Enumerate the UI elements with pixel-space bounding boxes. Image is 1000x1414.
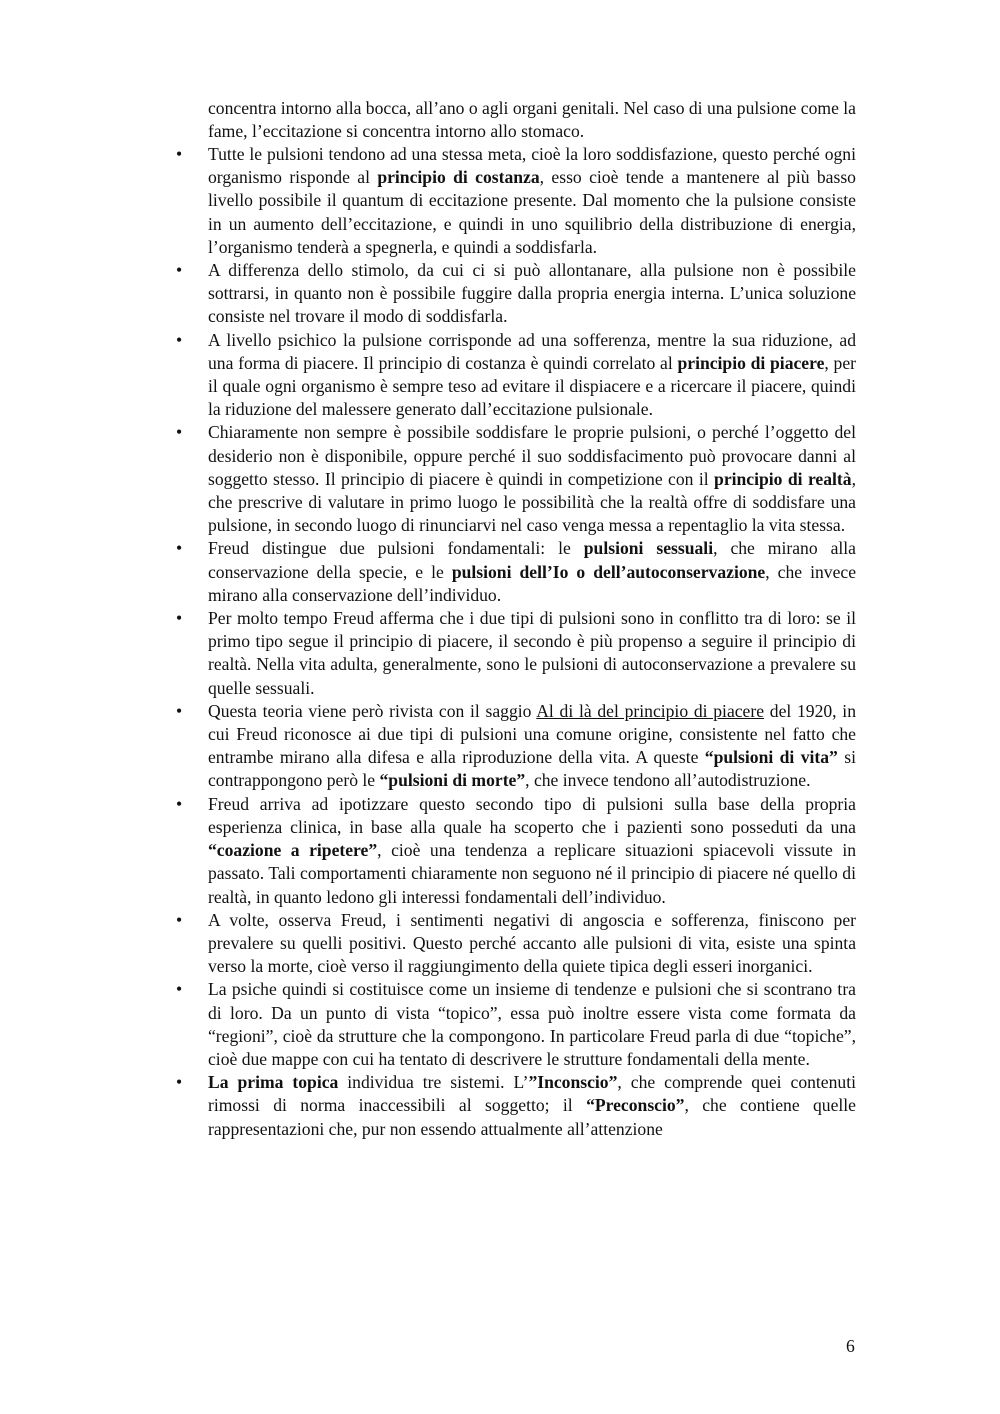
item-text: , che prescrive di valutare in primo luogo le possibilità che la realtà offre di soddisfare una pulsione, in secondo luogo di rinunciarvi nel caso venga messa a repentaglio la vita stessa. <box>208 468 856 536</box>
bullet-icon: • <box>176 329 183 350</box>
list-item <box>176 607 856 700</box>
item-text: , esso cioè tende a mantenere al più basso livello possibile il quantum di eccitazione presente. Dal momento che la pulsione consiste in un aumento dell’eccitazione, e quindi in uno squilibrio della distribuzione di energia, l’organismo tenderà a spegnerla, e quindi a soddisfarla. <box>208 167 856 257</box>
item-bold-term: La prima topica <box>208 1072 339 1093</box>
item-text: individua tre sistemi. L’ <box>338 1072 529 1093</box>
list-item <box>176 143 856 259</box>
item-text: Tutte le pulsioni tendono ad una stessa meta, cioè la loro soddisfazione, questo perché ogni organismo risponde al <box>208 144 856 188</box>
bullet-icon: • <box>176 909 183 930</box>
list-item <box>176 259 856 329</box>
item-text: A differenza dello stimolo, da cui ci si può allontanare, alla pulsione non è possibile sottrarsi, in quanto non è possibile fuggire dalla propria energia interna. L’unica soluzione consiste nel trovare il modo di soddisfarla. <box>208 260 856 327</box>
item-text: Questa teoria viene però rivista con il saggio <box>208 700 537 721</box>
item-text: del 1920, in cui Freud riconosce ai due tipi di pulsioni una comune origine, consistente nel fatto che entrambe mirano alla difesa e alla riproduzione della vita. A queste <box>208 700 856 768</box>
list-item <box>176 978 856 1071</box>
item-text: La psiche quindi si costituisce come un insieme di tendenze e pulsioni che si scontrano tra di loro. Da un punto di vista “topico”, essa può inoltre essere vista come formata da “regioni”, cioè da strutture che la compongono. In particolare Freud parla di due “topiche”, cioè due mappe con cui ha tentato di descrivere le strutture fondamentali della mente. <box>208 979 856 1069</box>
item-bold-term: principio di piacere <box>677 352 825 373</box>
item-text: Chiaramente non sempre è possibile soddisfare le proprie pulsioni, o perché l’oggetto del desiderio non è disponibile, oppure perché il suo soddisfacimento può provocare danni al soggetto stesso. Il principio di piacere è quindi in competizione con il <box>208 422 856 489</box>
bullet-icon: • <box>176 538 183 559</box>
bullet-icon: • <box>176 700 183 721</box>
item-bold-term: “pulsioni di morte” <box>379 770 526 791</box>
list-item <box>176 909 856 979</box>
bullet-icon: • <box>176 422 183 443</box>
item-text: , cioè una tendenza a replicare situazioni spiacevoli vissute in passato. Tali comportamenti chiaramente non seguono né il principio di piacere né quello di realtà, in quanto ledono gli interessi fondamentali dell’individuo. <box>208 840 857 907</box>
bullet-icon: • <box>176 793 183 814</box>
bullet-list <box>176 143 857 1141</box>
item-bold-term: “pulsioni di vita” <box>704 747 838 768</box>
item-bold-term: ”Inconscio” <box>528 1072 618 1093</box>
item-text: , che invece tendono all’autodistruzione. <box>525 770 811 791</box>
list-item <box>176 793 857 909</box>
item-text: Freud arriva ad ipotizzare questo secondo tipo di pulsioni sulla base della propria esperienza clinica, in base alla quale ha scoperto che i pazienti sono posseduti da una <box>208 793 856 837</box>
item-text: A volte, osserva Freud, i sentimenti negativi di angoscia e sofferenza, finiscono per prevalere su quelli positivi. Questo perché accanto alle pulsioni di vita, esiste una spinta verso la morte, cioè verso il raggiungimento della quiete tipica degli esseri inorganici. <box>208 909 856 977</box>
bullet-icon: • <box>176 608 183 629</box>
item-text: Per molto tempo Freud afferma che i due tipi di pulsioni sono in conflitto tra di loro: se il primo tipo segue il principio di piacere, il secondo è più propenso a seguire il principio di realtà. Nella vita adulta, generalmente, sono le pulsioni di autoconservazione a prevalere su quelle sessuali. <box>208 608 856 698</box>
item-bold-term: principio di realtà <box>714 468 852 489</box>
item-underlined-title: Al di là del principio di piacere <box>536 700 765 721</box>
item-text: , che mirano alla conservazione della specie, e le <box>208 538 856 582</box>
item-text: , che contiene quelle rappresentazioni che, pur non essendo attualmente all’attenzione <box>208 1095 856 1139</box>
item-text: Freud distingue due pulsioni fondamentali: le <box>208 538 584 559</box>
bullet-icon: • <box>176 1072 183 1093</box>
bullet-icon: • <box>176 979 183 1000</box>
bullet-icon: • <box>176 260 183 281</box>
bullet-icon: • <box>176 144 183 164</box>
list-item <box>176 329 857 422</box>
item-bold-term: “coazione a ripetere” <box>208 840 378 861</box>
item-bold-term: pulsioni sessuali <box>583 538 714 559</box>
item-text: si contrappongono però le <box>208 747 856 791</box>
item-text: , che comprende quei contenuti rimossi di norma inaccessibili al soggetto; il <box>208 1072 856 1116</box>
item-text: , che invece mirano alla conservazione dell’individuo. <box>208 561 857 605</box>
continuation-paragraph: concentra intorno alla bocca, all’ano o agli organi genitali. Nel caso di una pulsione come la fame, l’eccitazione si concentra intorno allo stomaco. <box>208 98 856 142</box>
page-number: 6 <box>846 1336 855 1356</box>
list-item <box>176 537 857 607</box>
list-item <box>176 421 856 537</box>
item-bold-term: “Preconscio” <box>586 1095 685 1116</box>
item-bold-term: pulsioni dell’Io o dell’autoconservazione <box>451 561 766 582</box>
list-item <box>176 1071 856 1141</box>
item-text: A livello psichico la pulsione corrisponde ad una sofferenza, mentre la sua riduzione, ad una forma di piacere. Il principio di costanza è quindi correlato al <box>208 329 856 373</box>
item-text: , per il quale ogni organismo è sempre teso ad evitare il dispiacere e a ricercare il piacere, quindi la riduzione del malessere generato dall’eccitazione pulsionale. <box>208 352 857 420</box>
item-bold-term: principio di costanza <box>377 167 540 188</box>
list-item <box>176 700 856 793</box>
